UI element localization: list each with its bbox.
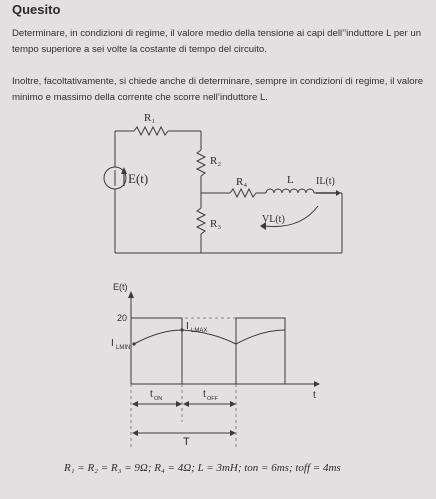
resistor-r2: [197, 150, 205, 176]
label-e: E(t): [128, 171, 149, 186]
label-r3: R₃: [210, 218, 222, 230]
x-axis-arrowhead: [314, 381, 320, 387]
x-axis-label: t: [313, 390, 316, 401]
problem-paragraph-1: Determinare, in condizioni di regime, il valore medio della tensione ai capi dell’’induttore L per un tempo superiore a sei volte la costante di tempo del circuito.: [12, 28, 422, 55]
resistor-r3: [197, 208, 205, 234]
label-r2: R₂: [210, 155, 222, 167]
problem-paragraph-2: Inoltre, facoltativamente, si chiede anche di determinare, sempre in condizioni di regime, il valore minimo e massimo della corrente che scorre nell’induttore L.: [12, 76, 424, 103]
il-min-point: [132, 342, 135, 345]
pulse-2: [236, 318, 285, 384]
label-r4: R₄: [236, 176, 248, 188]
circuit-diagram: [104, 127, 342, 253]
label-il: IL(t): [316, 176, 335, 187]
il-max-point: [180, 328, 183, 331]
pulse-1: [131, 318, 182, 384]
level-label: 20: [117, 313, 128, 323]
inductor-l: [266, 189, 314, 193]
y-axis-label: E(t): [113, 282, 128, 292]
current-arrowhead: [336, 190, 341, 196]
period-label: T: [183, 436, 190, 448]
waveform-graph: [111, 282, 320, 450]
label-r1: R₁: [144, 112, 156, 124]
il-min-subscript: LMIN: [116, 345, 131, 351]
il-max-label: I: [186, 321, 189, 332]
current-rise-2: [236, 330, 285, 344]
t-on-subscript: ON: [154, 396, 163, 402]
current-rise-1: [134, 330, 182, 344]
y-axis-arrowhead: [128, 291, 134, 298]
label-l: L: [287, 174, 294, 186]
t-on-label: t: [150, 389, 153, 400]
il-max-subscript: LMAX: [191, 328, 208, 334]
resistor-r4: [230, 189, 256, 197]
t-off-label: t: [203, 389, 206, 400]
t-off-subscript: OFF: [207, 396, 218, 402]
parameters-formula: R₁ = R₂ = R₃ = 9Ω; R₄ = 4Ω; L = 3mH; ton = 6ms; toff = 4ms: [64, 462, 341, 474]
page-title: Quesito: [12, 2, 61, 17]
resistor-r1: [134, 127, 168, 135]
il-min-label: I: [111, 338, 114, 349]
label-vl: VL(t): [262, 214, 285, 225]
